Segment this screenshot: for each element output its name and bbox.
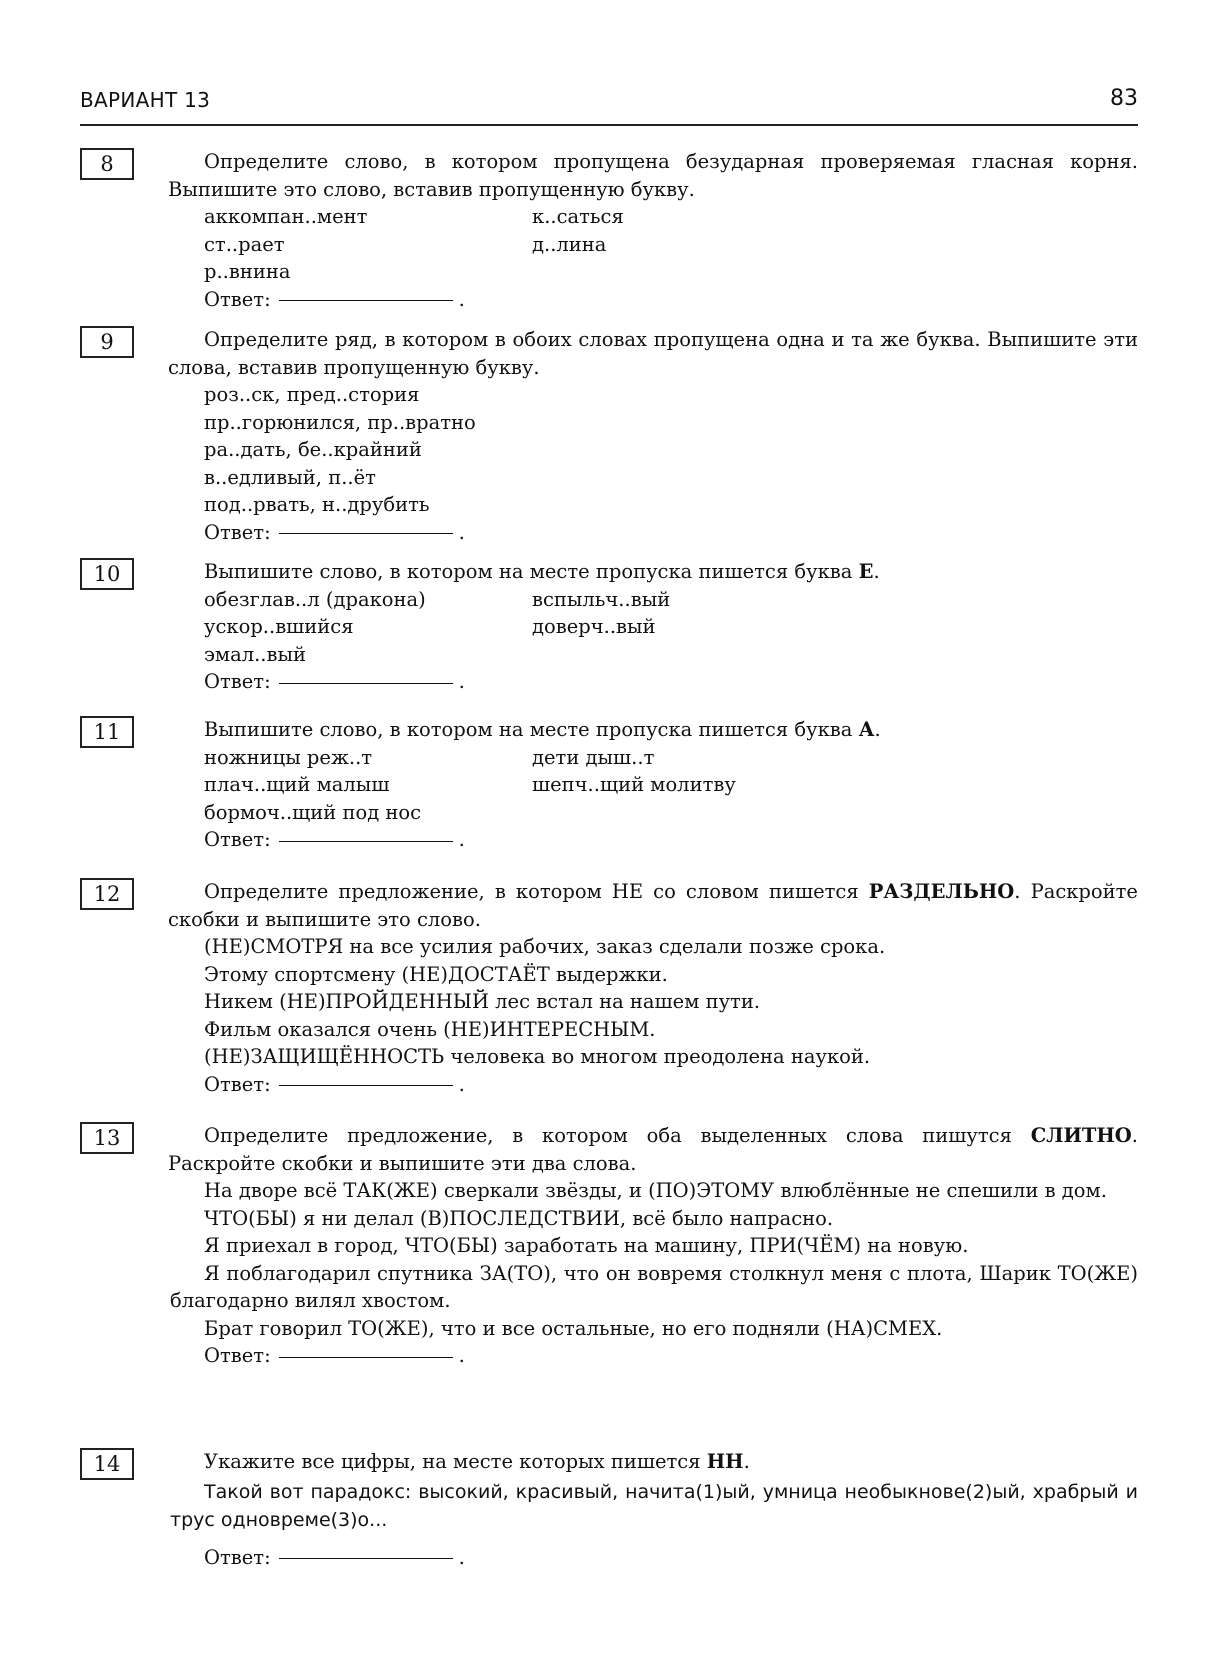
option: ра..дать, бе..крайний bbox=[204, 438, 422, 461]
answer-period: . bbox=[458, 287, 465, 311]
option: в..едливый, п..ёт bbox=[204, 465, 376, 489]
answer-line bbox=[204, 826, 1138, 854]
task-instruction: Определите слово, в котором пропущена безударная проверяемая гласная корня. Выпишите это слово, вставив пропущенную букву. bbox=[168, 150, 1138, 201]
target-letter: А bbox=[858, 718, 875, 741]
option: плач..щий малыш bbox=[204, 773, 390, 796]
variant-title: ВАРИАНТ 13 bbox=[80, 88, 211, 112]
answer-period: . bbox=[458, 1344, 465, 1367]
task-instruction: Определите ряд, в котором в обоих словах пропущена одна и та же буква. Выпишите эти слова, вставив пропущенную букву. bbox=[168, 328, 1138, 379]
option-grid bbox=[204, 586, 1138, 669]
task-number-box: 12 bbox=[80, 878, 134, 910]
instruction-text-end: . Раскройте скобки и выпишите это слово. bbox=[168, 880, 1138, 931]
option: пр..горюнился, пр..вратно bbox=[204, 410, 476, 434]
option: дети дыш..т bbox=[532, 745, 655, 769]
task-number-box: 11 bbox=[80, 716, 134, 748]
answer-line bbox=[204, 668, 1138, 696]
answer-period: . bbox=[458, 828, 465, 851]
task-instruction bbox=[168, 1122, 1138, 1177]
option: доверч..вый bbox=[532, 615, 656, 638]
task-body bbox=[170, 148, 1138, 313]
sentence: Брат говорил ТО(ЖЕ), что и все остальные, но его подняли (НА)СМЕХ. bbox=[204, 1316, 943, 1340]
answer-label: Ответ: bbox=[204, 1344, 271, 1367]
option: эмал..вый bbox=[204, 642, 306, 666]
answer-label: Ответ: bbox=[204, 287, 271, 311]
passage: Такой вот парадокс: высокий, красивый, начита(1)ый, умница необыкнове(2)ый, храбрый и трус одновреме(3)о... bbox=[170, 1480, 1138, 1531]
option: ускор..вшийся bbox=[204, 615, 354, 638]
page-header bbox=[80, 84, 1138, 126]
sentence-list bbox=[204, 933, 1138, 1071]
sentence: Я приехал в город, ЧТО(БЫ) заработать на машину, ПРИ(ЧЁМ) на новую. bbox=[204, 1234, 969, 1257]
sentence: Фильм оказался очень (НЕ)ИНТЕРЕСНЫМ. bbox=[204, 1017, 656, 1041]
task-number-box: 8 bbox=[80, 148, 134, 180]
page-number: 83 bbox=[1110, 86, 1138, 111]
target-letter: Е bbox=[858, 560, 874, 583]
option: р..внина bbox=[204, 260, 291, 283]
task-instruction bbox=[168, 716, 1138, 744]
sentence: На дворе всё ТАК(ЖЕ) сверкали звёзды, и (ПО)ЭТОМУ влюблённые не спешили в дом. bbox=[204, 1179, 1107, 1202]
instruction-text: Выпишите слово, в котором на месте пропуска пишется буква bbox=[204, 560, 859, 583]
answer-label: Ответ: bbox=[204, 1545, 271, 1569]
instruction-keyword: РАЗДЕЛЬНО bbox=[868, 880, 1015, 903]
instruction-period: . bbox=[873, 560, 880, 583]
sentence: Я поблагодарил спутника ЗА(ТО), что он вовремя столкнул меня с плота, Шарик ТО(ЖЕ) благодарно вилял хвостом. bbox=[170, 1261, 1138, 1312]
answer-period: . bbox=[458, 520, 465, 544]
option-list bbox=[204, 381, 1138, 519]
answer-blank[interactable] bbox=[279, 532, 453, 534]
answer-blank[interactable] bbox=[279, 299, 453, 301]
option: аккомпан..мент bbox=[204, 205, 368, 228]
task-number-box: 14 bbox=[80, 1448, 134, 1480]
answer-blank[interactable] bbox=[279, 1356, 453, 1358]
option: ст..рает bbox=[204, 232, 285, 256]
sentence: (НЕ)ЗАЩИЩЁННОСТЬ человека во многом преодолена наукой. bbox=[204, 1045, 871, 1068]
sentence: ЧТО(БЫ) я ни делал (В)ПОСЛЕДСТВИИ, всё было напрасно. bbox=[204, 1206, 834, 1230]
answer-label: Ответ: bbox=[204, 520, 271, 544]
instruction-text-end: . Раскройте скобки и выпишите эти два слова. bbox=[168, 1124, 1138, 1175]
answer-period: . bbox=[458, 1072, 465, 1096]
answer-line bbox=[204, 519, 1138, 547]
instruction-text: Определите предложение, в котором оба выделенных слова пишутся bbox=[204, 1124, 1031, 1147]
option: бормоч..щий под нос bbox=[204, 800, 422, 824]
answer-period: . bbox=[458, 1545, 465, 1569]
answer-blank[interactable] bbox=[279, 1084, 453, 1086]
task-number-box: 13 bbox=[80, 1122, 134, 1154]
sentence: (НЕ)СМОТРЯ на все усилия рабочих, заказ сделали позже срока. bbox=[204, 935, 886, 958]
instruction-keyword: СЛИТНО bbox=[1030, 1124, 1132, 1147]
instruction-text: Выпишите слово, в котором на месте пропуска пишется буква bbox=[204, 718, 859, 741]
task-body bbox=[170, 1122, 1138, 1370]
option: шепч..щий молитву bbox=[532, 773, 736, 796]
answer-line bbox=[204, 286, 1138, 314]
instruction-period: . bbox=[743, 1450, 750, 1473]
instruction-keyword: НН bbox=[706, 1450, 744, 1473]
option-grid bbox=[204, 203, 1138, 286]
answer-label: Ответ: bbox=[204, 1072, 271, 1096]
instruction-text: Укажите все цифры, на месте которых пишется bbox=[204, 1450, 707, 1473]
answer-blank[interactable] bbox=[279, 1557, 453, 1559]
task-number-box: 9 bbox=[80, 326, 134, 358]
task-body bbox=[170, 878, 1138, 1098]
option: ножницы реж..т bbox=[204, 745, 373, 769]
task-number-box: 10 bbox=[80, 558, 134, 590]
option: роз..ск, пред..стория bbox=[204, 383, 420, 406]
sentence: Никем (НЕ)ПРОЙДЕННЫЙ лес встал на нашем пути. bbox=[204, 990, 761, 1013]
instruction-text: Определите предложение, в котором НЕ со словом пишется bbox=[204, 880, 869, 903]
option: под..рвать, н..друбить bbox=[204, 493, 430, 516]
answer-line bbox=[204, 1071, 1138, 1099]
option: обезглав..л (дракона) bbox=[204, 587, 426, 611]
answer-label: Ответ: bbox=[204, 828, 271, 851]
answer-blank[interactable] bbox=[279, 840, 453, 842]
task-instruction bbox=[168, 878, 1138, 933]
instruction-period: . bbox=[874, 718, 881, 741]
answer-label: Ответ: bbox=[204, 670, 271, 693]
option: вспыльч..вый bbox=[532, 587, 671, 611]
answer-line bbox=[204, 1342, 1138, 1370]
sentence-list bbox=[170, 1177, 1138, 1342]
task-instruction bbox=[168, 558, 1138, 586]
answer-period: . bbox=[458, 670, 465, 693]
option-grid bbox=[204, 744, 1138, 827]
task-body bbox=[170, 558, 1138, 696]
task-body bbox=[170, 326, 1138, 546]
task-body bbox=[170, 716, 1138, 854]
task-instruction bbox=[168, 1448, 1138, 1476]
task-body bbox=[170, 1448, 1138, 1571]
sentence: Этому спортсмену (НЕ)ДОСТАЁТ выдержки. bbox=[204, 962, 668, 986]
option: д..лина bbox=[532, 232, 607, 256]
answer-blank[interactable] bbox=[279, 682, 453, 684]
option: к..саться bbox=[532, 205, 624, 228]
answer-line bbox=[204, 1544, 1138, 1572]
